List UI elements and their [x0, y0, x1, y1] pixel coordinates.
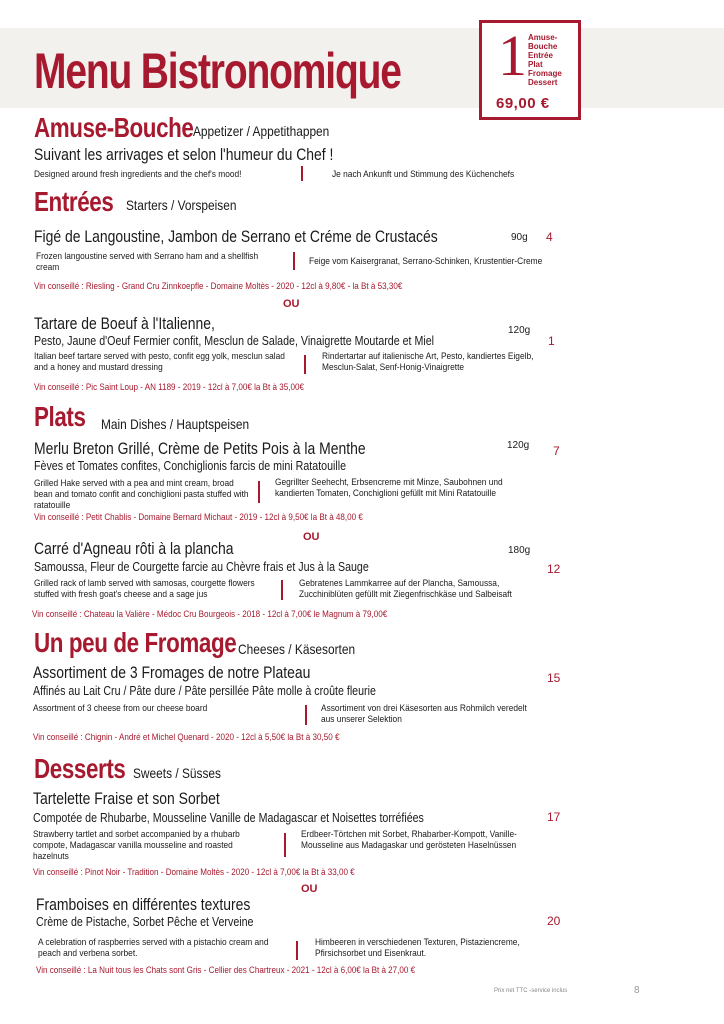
divider: [293, 252, 295, 270]
dish-subtitle: Crème de Pistache, Sorbet Pêche et Verveine: [36, 914, 254, 929]
wine-suggestion: Vin conseillé : Pinot Noir - Tradition - Domaine Moltès - 2020 - 12cl à 7,00€ la Bt à 33,00 €: [33, 867, 355, 878]
dish-english: A celebration of raspberries served with a pistachio cream and peach and verbena sorbet.: [38, 937, 269, 959]
wine-suggestion: Vin conseillé : Petit Chablis - Domaine Bernard Michaut - 2019 - 12cl à 9,50€ la Bt à 48,00 €: [34, 512, 363, 523]
divider: [301, 166, 303, 181]
dish-name: Assortiment de 3 Fromages de notre Plateau: [33, 663, 311, 682]
divider: [281, 580, 283, 600]
dish-english: Strawberry tartlet and sorbet accompanied by a rhubarb compote, Madagascar vanilla mousseline and roasted hazelnuts: [33, 829, 240, 862]
dish-german: Himbeeren in verschiedenen Texturen, Pistaziencreme, Pfirsichsorbet und Eisenkraut.: [315, 937, 520, 959]
badge-course: Fromage: [528, 69, 562, 78]
badge-course: Plat: [528, 60, 543, 69]
dish-german: Erdbeer-Törtchen mit Sorbet, Rhabarber-Kompott, Vanille-Mousseline aus Madagaskar und gerösteten Haselnüssen: [301, 829, 517, 851]
dish-price: 15: [547, 671, 561, 685]
dish-english: Assortment of 3 cheese from our cheese board: [33, 703, 208, 714]
amuse-english: Designed around fresh ingredients and the chef's mood!: [34, 169, 242, 180]
dish-weight: 180g: [508, 545, 531, 556]
dish-weight: 120g: [508, 325, 531, 336]
dish-english: Grilled rack of lamb served with samosas, courgette flowers stuffed with fresh goat's cheese and a sage jus: [34, 578, 255, 600]
dish-name: Tartare de Boeuf à l'Italienne,: [34, 314, 215, 333]
page-number: 8: [634, 985, 640, 996]
menu-price-badge: [479, 20, 581, 120]
badge-price: 69,00 €: [496, 95, 550, 112]
or-separator: OU: [283, 298, 300, 310]
wine-suggestion: Vin conseillé : Chateau la Valière - Médoc Cru Bourgeois - 2018 - 12cl à 7,00€ le Magnum à 79,00€: [32, 609, 388, 620]
or-separator: OU: [303, 531, 320, 543]
divider: [304, 355, 306, 374]
dish-price: 17: [547, 810, 561, 824]
dish-weight: 90g: [511, 232, 528, 243]
dish-german: Assortiment von drei Käsesorten aus Rohmilch veredelt aus unserer Selektion: [321, 703, 527, 725]
or-separator: OU: [301, 883, 318, 895]
divider: [258, 481, 260, 503]
divider: [305, 705, 307, 725]
dish-german: Gebratenes Lammkarree auf der Plancha, Samoussa, Zucchiniblüten gefüllt mit Ziegenfrischkäse und Salbeisaft: [299, 578, 512, 600]
section-subtitle-amuse: Appetizer / Appetithappen: [193, 123, 330, 139]
dish-english: Grilled Hake served with a pea and mint cream, broad bean and tomato confit and conchiglioni pasta stuffed with ratatouille: [34, 478, 249, 511]
dish-subtitle: Samoussa, Fleur de Courgette farcie au Chèvre frais et Jus à la Sauge: [34, 559, 369, 574]
section-subtitle-entrees: Starters / Vorspeisen: [126, 197, 237, 213]
dish-german: Feige vom Kaisergranat, Serrano-Schinken, Krustentier-Creme: [309, 256, 543, 267]
dish-price: 7: [553, 444, 560, 458]
dish-price: 20: [547, 914, 561, 928]
badge-course: Bouche: [528, 42, 558, 51]
dish-german: Rindertartar auf italienische Art, Pesto, kandiertes Eigelb, Mesclun-Salat, Senf-Honig-Vinaigrette: [322, 351, 534, 373]
wine-suggestion: Vin conseillé : La Nuit tous les Chats sont Gris - Cellier des Chartreux - 2021 - 12cl à 6,00€ la Bt à 27,00 €: [36, 965, 416, 976]
dish-price: 1: [548, 334, 555, 348]
section-subtitle-desserts: Sweets / Süsses: [133, 765, 221, 781]
dish-english: Italian beef tartare served with pesto, confit egg yolk, mesclun salad and a honey and mustard dressing: [34, 351, 285, 373]
dish-subtitle: Fèves et Tomates confites, Conchiglionis farcis de mini Ratatouille: [34, 458, 347, 473]
section-title-fromage: Un peu de Fromage: [34, 627, 237, 658]
wine-suggestion: Vin conseillé : Riesling - Grand Cru Zinnkoepfle - Domaine Moltès - 2020 - 12cl à 9,80€ - la Bt à 53,30€: [34, 281, 403, 292]
divider: [296, 941, 298, 960]
amuse-german: Je nach Ankunft und Stimmung des Küchenchefs: [332, 169, 515, 180]
section-title-entrees: Entrées: [34, 186, 114, 217]
section-subtitle-plats: Main Dishes / Hauptspeisen: [101, 416, 250, 432]
dish-english: Frozen langoustine served with Serrano ham and a shellfish cream: [36, 251, 259, 273]
section-title-plats: Plats: [34, 401, 86, 432]
wine-suggestion: Vin conseillé : Pic Saint Loup - AN 1189 - 2019 - 12cl à 7,00€ la Bt à 35,00€: [34, 382, 304, 393]
dish-name: Tartelette Fraise et son Sorbet: [33, 789, 220, 808]
badge-course: Dessert: [528, 78, 558, 87]
dish-name: Carré d'Agneau rôti à la plancha: [34, 539, 234, 558]
section-subtitle-fromage: Cheeses / Käsesorten: [238, 641, 356, 657]
dish-subtitle: Pesto, Jaune d'Oeuf Fermier confit, Mesclun de Salade, Vinaigrette Moutarde et Miel: [34, 333, 435, 348]
footer-note: Prix net TTC -service inclus: [494, 988, 568, 994]
badge-course: Entrée: [528, 51, 553, 60]
wine-suggestion: Vin conseillé : Chignin - André et Michel Quenard - 2020 - 12cl à 5,50€ la Bt à 30,50 €: [33, 732, 340, 743]
amuse-description: Suivant les arrivages et selon l'humeur du Chef !: [34, 145, 334, 164]
page-title: Menu Bistronomique: [34, 43, 401, 99]
dish-german: Gegrillter Seehecht, Erbsencreme mit Minze, Saubohnen und kandierten Tomaten, Conchiglioni gefüllt mit Mini Ratatouille: [275, 477, 503, 499]
dish-name: Merlu Breton Grillé, Crème de Petits Pois à la Menthe: [34, 439, 366, 458]
badge-course-list: [528, 33, 562, 87]
dish-weight: 120g: [507, 440, 530, 451]
dish-name: Framboises en différentes textures: [36, 895, 251, 914]
section-title-desserts: Desserts: [34, 753, 126, 784]
dish-price: 4: [546, 230, 553, 244]
dish-subtitle: Affinés au Lait Cru / Pâte dure / Pâte persillée Pâte molle à croûte fleurie: [33, 683, 376, 698]
dish-price: 12: [547, 562, 561, 576]
badge-course: Amuse-: [528, 33, 558, 42]
dish-subtitle: Compotée de Rhubarbe, Mousseline Vanille de Madagascar et Noisettes torréfiées: [33, 810, 424, 825]
divider: [284, 833, 286, 857]
section-title-amuse: Amuse-Bouche: [34, 112, 194, 143]
dish-name: Figé de Langoustine, Jambon de Serrano et Créme de Crustacés: [34, 227, 438, 246]
badge-number: 1: [498, 23, 527, 88]
